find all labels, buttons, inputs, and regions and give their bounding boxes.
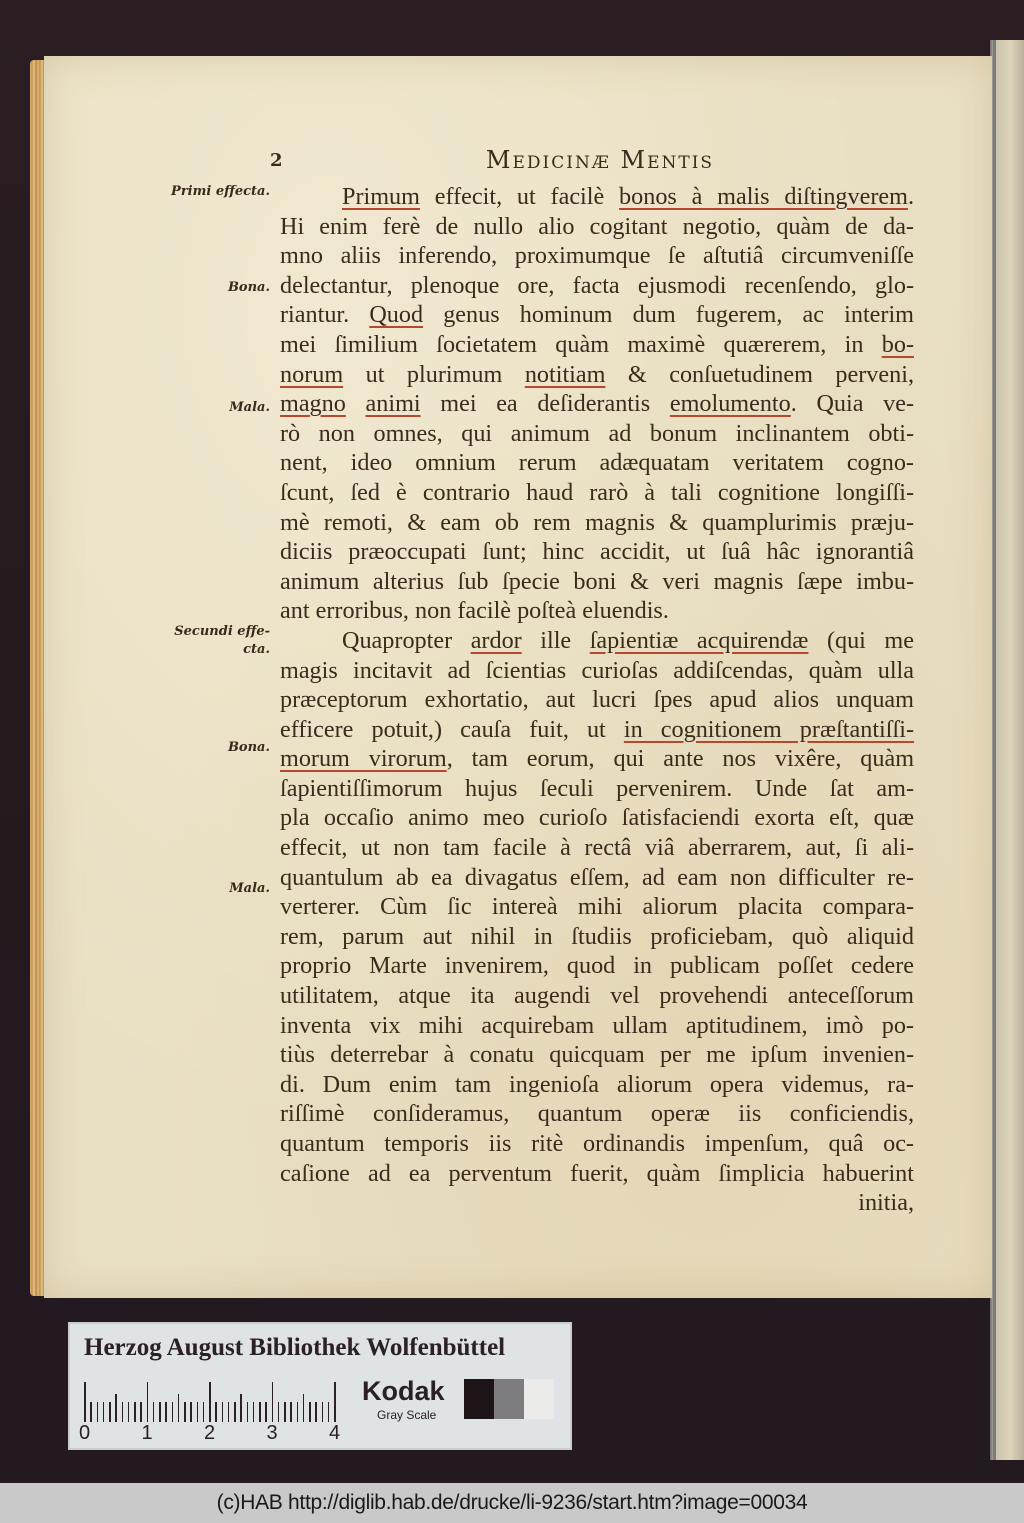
ruler-tick	[172, 1402, 174, 1422]
ruler-tick	[103, 1402, 105, 1422]
red-underline: morum virorum	[280, 745, 447, 773]
text-line: riſſimè conſideramus, quantum operæ iis conficiendis,	[280, 1100, 914, 1128]
text-line: Primum effecit, ut facilè bonos à malis diſtingverem.	[342, 183, 914, 210]
red-underline: bo-	[881, 330, 914, 358]
ruler-tick	[190, 1402, 192, 1422]
red-underline: notitiam	[524, 360, 606, 388]
ruler-tick	[322, 1402, 324, 1422]
text-line: inventa vix mihi acquirebam ullam aptitudinem, imò po-	[280, 1011, 914, 1039]
ruler-tick	[159, 1402, 161, 1422]
ruler-tick	[278, 1402, 280, 1422]
text-line: delectantur, plenoque ore, facta ejusmodi recenſendo, glo-	[280, 271, 914, 299]
ruler-number: 2	[204, 1422, 216, 1444]
text-line: verterer. Cùm ſic intereà mihi aliorum placita compara-	[280, 893, 914, 921]
margin-note: Secundi effe-	[174, 624, 270, 639]
ruler-tick	[140, 1402, 142, 1422]
ruler-tick	[222, 1402, 224, 1422]
copyright-footer: (c)HAB http://diglib.hab.de/drucke/li-9236/start.htm?image=00034	[0, 1483, 1024, 1523]
ruler-tick	[115, 1394, 117, 1422]
ruler-tick	[240, 1394, 242, 1422]
margin-note: cta.	[243, 642, 270, 657]
gray-swatch	[464, 1379, 494, 1419]
ruler-tick	[109, 1402, 111, 1422]
red-underline: in cognitionem præſtantiſſi-	[623, 715, 914, 743]
text-line: utilitatem, atque ita augendi vel provehendi anteceſſorum	[280, 982, 914, 1010]
gray-swatch	[494, 1379, 524, 1419]
text-line: animum alterius ſub ſpecie boni & veri magnis ſæpe imbu-	[280, 567, 914, 595]
ruler-tick	[147, 1382, 149, 1422]
margin-note: Mala.	[229, 400, 270, 415]
kodak-logo: Kodak	[362, 1376, 445, 1406]
ruler-tick	[184, 1402, 186, 1422]
gray-swatch	[524, 1379, 554, 1419]
ruler-tick	[247, 1402, 249, 1422]
text-line: effecit, ut non tam facile à rectâ viâ aberrarem, aut, ſi ali-	[280, 834, 914, 862]
text-line: pla occaſio animo meo curioſo ſatisfaciendi exorta eſt, quæ	[280, 804, 914, 832]
ruler-tick	[197, 1402, 199, 1422]
text-line: ant erroribus, non facilè poſteà eluendis.	[280, 597, 669, 625]
red-underline: ſapientiæ acquirendæ	[589, 626, 809, 654]
ruler-tick	[165, 1402, 167, 1422]
text-line: præceptorum exhortatio, aut lucri ſpes apud alios unquam	[280, 686, 914, 714]
text-line: proprio Marte invenirem, quod in publicam poſſet cedere	[280, 952, 914, 980]
ruler-tick	[153, 1402, 155, 1422]
ruler-tick	[265, 1402, 267, 1422]
ruler-number: 3	[266, 1422, 278, 1444]
ruler-number: 0	[79, 1422, 91, 1444]
margin-note: Bona.	[227, 280, 270, 295]
ruler-tick	[215, 1402, 217, 1422]
page-number: 2	[270, 150, 283, 171]
red-underline: Primum	[342, 183, 420, 210]
ruler-tick	[209, 1382, 211, 1422]
facing-page-edge	[990, 40, 1024, 1460]
ruler-tick	[234, 1402, 236, 1422]
text-line: norum ut plurimum notitiam & conſuetudinem perveni,	[280, 360, 914, 388]
ruler-tick	[297, 1402, 299, 1422]
ruler-tick	[253, 1402, 255, 1422]
running-head: Medicinæ Mentis	[485, 146, 715, 174]
ruler-tick	[259, 1402, 261, 1422]
ruler-tick	[272, 1382, 274, 1422]
body-text	[280, 182, 914, 1218]
text-line: di. Dum enim tam ingenioſa aliorum opera videmus, ra-	[280, 1070, 914, 1098]
text-line: Quapropter ardor ille ſapientiæ acquirendæ (qui me	[342, 626, 914, 654]
margin-note: Mala.	[229, 881, 270, 896]
ruler-tick	[128, 1402, 130, 1422]
ruler-tick	[122, 1402, 124, 1422]
ruler-tick	[203, 1402, 205, 1422]
red-underline: emolumento	[669, 390, 791, 418]
red-underline: ardor	[470, 626, 522, 654]
text-line: ſcunt, ſed è contrario haud rarò à tali cognitione longiſſi-	[280, 478, 914, 506]
text-line: quantum temporis iis ritè ordinandis impenſum, quâ oc-	[280, 1130, 914, 1157]
text-line: initia,	[858, 1189, 914, 1217]
ruler-tick	[303, 1394, 305, 1422]
text-line: mè remoti, & eam ob rem magnis & quamplurimis præju-	[280, 508, 914, 536]
text-line: quantulum ab ea divagatus eſſem, ad eam non difficulter re-	[280, 863, 914, 891]
text-line: ſapientiſſimorum hujus ſeculi pervenirem. Unde ſat am-	[280, 774, 914, 802]
text-line: efficere potuit,) cauſa fuit, ut in cognitionem præſtantiſſi-	[280, 715, 914, 743]
library-label-card	[68, 1322, 572, 1450]
red-underline: norum	[280, 360, 344, 388]
ruler-tick	[284, 1402, 286, 1422]
text-line: riantur. Quod genus hominum dum fugerem, ac interim	[280, 301, 914, 329]
gray-scale-label: Gray Scale	[377, 1408, 437, 1422]
ruler-tick	[228, 1402, 230, 1422]
gray-scale-swatches	[464, 1379, 554, 1419]
ruler-tick	[334, 1382, 336, 1422]
margin-note: Bona.	[227, 740, 270, 755]
library-name: Herzog August Bibliothek Wolfenbüttel	[84, 1334, 506, 1361]
ruler-number: 1	[141, 1422, 153, 1444]
text-line: mno aliis inferendo, proximumque ſe aſtutiâ circumveniſſe	[280, 242, 914, 270]
red-underline: animi	[365, 390, 421, 418]
text-line: tiùs deterrebar à conatu quicquam per me ipſum invenien-	[280, 1041, 914, 1069]
ruler-tick	[84, 1382, 86, 1422]
text-line: magno animi mei ea deſiderantis emolumento. Quia ve-	[280, 390, 915, 418]
ruler-tick	[290, 1402, 292, 1422]
text-line: rem, parum aut nihil in ſtudiis proficiebam, quò aliquid	[280, 922, 914, 950]
text-line: diciis præoccupati ſunt; hinc accidit, ut ſuâ hâc ignorantiâ	[280, 538, 914, 566]
text-line: Hi enim ferè de nullo alio cogitant negotio, quàm de da-	[280, 212, 914, 240]
text-line: caſione ad ea perventum fuerit, quàm ſimplicia habuerint	[280, 1159, 914, 1187]
text-line: rò non omnes, qui animum ad bonum inclinantem obti-	[280, 419, 914, 447]
footer-band	[0, 1460, 1024, 1483]
ruler-tick	[328, 1402, 330, 1422]
text-line: morum virorum, tam eorum, qui ante nos vixêre, quàm	[280, 745, 915, 773]
red-underline: magno	[280, 390, 346, 418]
measurement-ruler	[79, 1382, 341, 1444]
ruler-tick	[309, 1402, 311, 1422]
ruler-tick	[134, 1402, 136, 1422]
text-line: magis incitavit ad ſcientias curioſas addiſcendas, quàm ulla	[280, 656, 914, 684]
red-underline: Quod	[369, 301, 424, 329]
ruler-tick	[178, 1394, 180, 1422]
margin-note: Primi effecta.	[171, 184, 270, 199]
ruler-tick	[97, 1402, 99, 1422]
ruler-tick	[90, 1402, 92, 1422]
ruler-number: 4	[329, 1422, 341, 1444]
red-underline: bonos à malis diſtingverem	[619, 183, 908, 210]
ruler-tick	[315, 1402, 317, 1422]
text-line: nent, ideo omnium rerum adæquatam veritatem cogno-	[280, 449, 914, 477]
text-line: mei ſimilium ſocietatem quàm maximè quærerem, in bo-	[280, 330, 914, 358]
